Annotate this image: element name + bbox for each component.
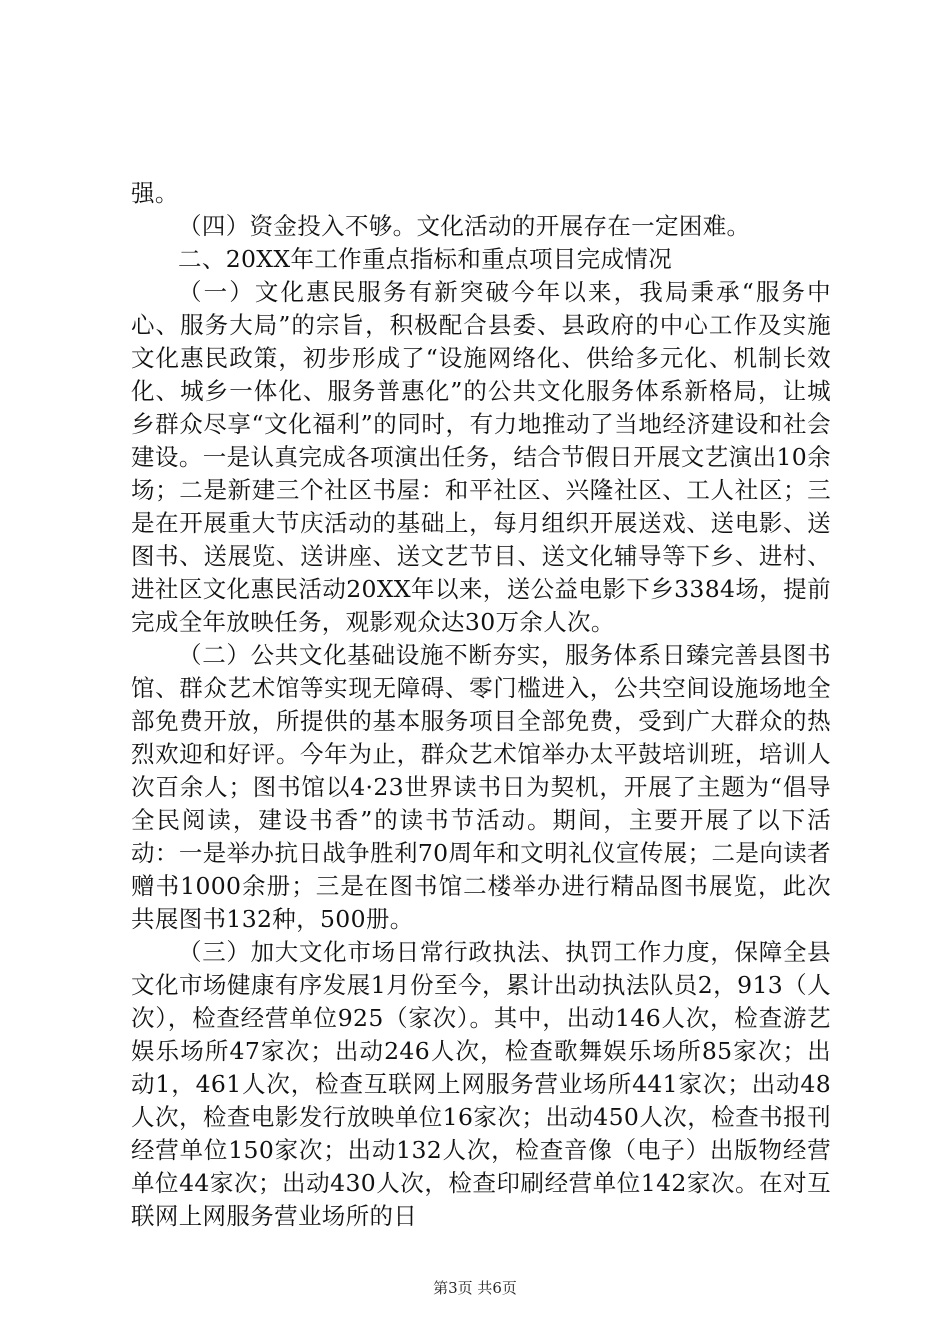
section-heading: 二、20XX年工作重点指标和重点项目完成情况 xyxy=(178,245,673,273)
page-footer: 第3页 共6页 xyxy=(433,1279,517,1297)
paragraph-continuation: 强。 xyxy=(131,179,179,207)
document-body xyxy=(131,177,831,1233)
paragraph-funding-issue: （四）资金投入不够。文化活动的开展存在一定困难。 xyxy=(178,212,751,240)
paragraph-public-facilities: （二）公共文化基础设施不断夯实，服务体系日臻完善县图书馆、群众艺术馆等实现无障碍、零门槛进入，公共空间设施场地全部免费开放，所提供的基本服务项目全部免费，受到广大群众的热烈欢迎和好评。今年为止，群众艺术馆举办太平鼓培训班，培训人次百余人；图书馆以4·23世界读书日为契机，开展了主题为“倡导全民阅读，建设书香”的读书节活动。期间，主要开展了以下活动：一是举办抗日战争胜利70周年和文明礼仪宣传展；二是向读者赠书1000余册；三是在图书馆二楼举办进行精品图书展览，此次共展图书132种，500册。 xyxy=(131,641,831,933)
paragraph-market-enforcement: （三）加大文化市场日常行政执法、执罚工作力度，保障全县文化市场健康有序发展1月份至今，累计出动执法队员2，913（人次），检查经营单位925（家次）。其中，出动146人次，检查游艺娱乐场所47家次；出动246人次，检查歌舞娱乐场所85家次；出动1，461人次，检查互联网上网服务营业场所441家次；出动48人次，检查电影发行放映单位16家次；出动450人次，检查书报刊经营单位150家次；出动132人次，检查音像（电子）出版物经营单位44家次；出动430人次，检查印刷经营单位142家次。在对互联网上网服务营业场所的日 xyxy=(131,938,831,1230)
paragraph-cultural-service: （一）文化惠民服务有新突破今年以来，我局秉承“服务中心、服务大局”的宗旨，积极配合县委、县政府的中心工作及实施文化惠民政策，初步形成了“设施网络化、供给多元化、机制长效化、城乡一体化、服务普惠化”的公共文化服务体系新格局，让城乡群众尽享“文化福利”的同时，有力地推动了当地经济建设和社会建设。一是认真完成各项演出任务，结合节假日开展文艺演出10余场；二是新建三个社区书屋：和平社区、兴隆社区、工人社区；三是在开展重大节庆活动的基础上，每月组织开展送戏、送电影、送图书、送展览、送讲座、送文艺节目、送文化辅导等下乡、进村、进社区文化惠民活动20XX年以来，送公益电影下乡3384场，提前完成全年放映任务，观影观众达30万余人次。 xyxy=(131,278,831,636)
